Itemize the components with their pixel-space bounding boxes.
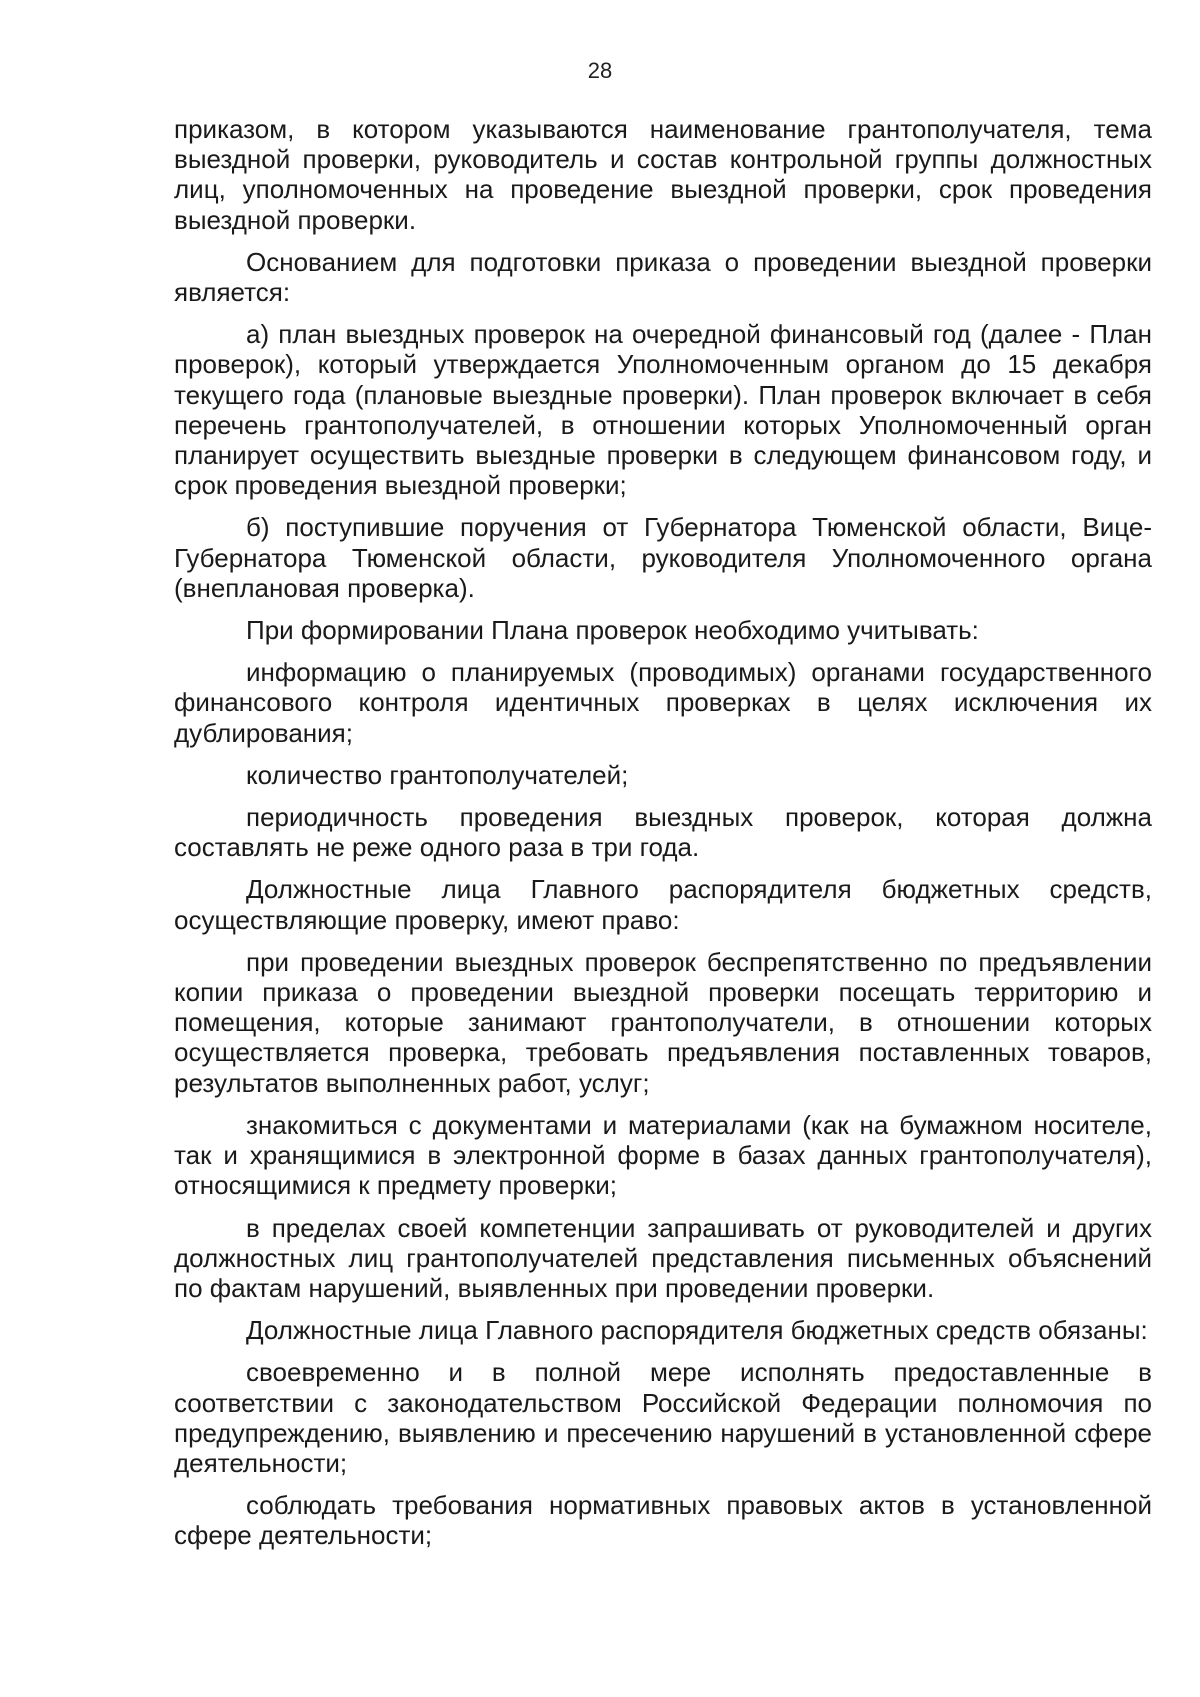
paragraph-5: информацию о планируемых (проводимых) органами государственного финансового контроля идентичных проверках в целях исключения их дублирования; xyxy=(174,657,1152,748)
paragraph-10: знакомиться с документами и материалами (как на бумажном носителе, так и хранящимися в электронной форме в базах данных грантополучателя), относящимися к предмету проверки; xyxy=(174,1109,1152,1201)
paragraph-12: Должностные лица Главного распорядителя бюджетных средств обязаны: xyxy=(246,1315,1148,1346)
paragraph-0: приказом, в котором указываются наименование грантополучателя, тема выездной проверки, руководитель и состав контрольной группы должностных лиц, уполномоченных на проведение выездной проверки, срок проведения выездной проверки. xyxy=(174,114,1152,235)
paragraph-8: Должностные лица Главного распорядителя бюджетных средств, осуществляющие проверку, имеют право: xyxy=(174,874,1152,935)
document-body xyxy=(174,114,1152,1563)
paragraph-4: При формировании Плана проверок необходимо учитывать: xyxy=(246,615,979,646)
paragraph-9: при проведении выездных проверок беспрепятственно по предъявлении копии приказа о проведении выездной проверки посещать территорию и помещения, которые занимают грантополучатели, в отношении которых осуществляется проверка, требовать предъявления поставленных товаров, результатов выполненных работ, услуг; xyxy=(174,946,1152,1098)
paragraph-14: соблюдать требования нормативных правовых актов в установленной сфере деятельности; xyxy=(174,1490,1152,1551)
paragraph-2: а) план выездных проверок на очередной финансовый год (далее - План проверок), который утверждается Уполномоченным органом до 15 декабря текущего года (плановые выездные проверки). План проверок включает в себя перечень грантополучателей, в отношении которых Уполномоченный орган планирует осуществить выездные проверки в следующем финансовом году, и срок проведения выездной проверки; xyxy=(174,319,1152,501)
paragraph-11: в пределах своей компетенции запрашивать от руководителей и других должностных лиц грантополучателей представления письменных объяснений по фактам нарушений, выявленных при проведении проверки. xyxy=(174,1212,1152,1303)
page-number: 28 xyxy=(587,58,613,83)
paragraph-13: своевременно и в полной мере исполнять предоставленные в соответствии с законодательством Российской Федерации полномочия по предупреждению, выявлению и пресечению нарушений в установленной сфере деятельности; xyxy=(174,1357,1152,1478)
paragraph-3: б) поступившие поручения от Губернатора Тюменской области, Вице-Губернатора Тюменской области, руководителя Уполномоченного органа (внеплановая проверка). xyxy=(174,512,1152,603)
paragraph-1: Основанием для подготовки приказа о проведении выездной проверки является: xyxy=(174,246,1152,308)
paragraph-7: периодичность проведения выездных проверок, которая должна составлять не реже одного раза в три года. xyxy=(174,802,1152,863)
paragraph-6: количество грантополучателей; xyxy=(246,759,629,790)
